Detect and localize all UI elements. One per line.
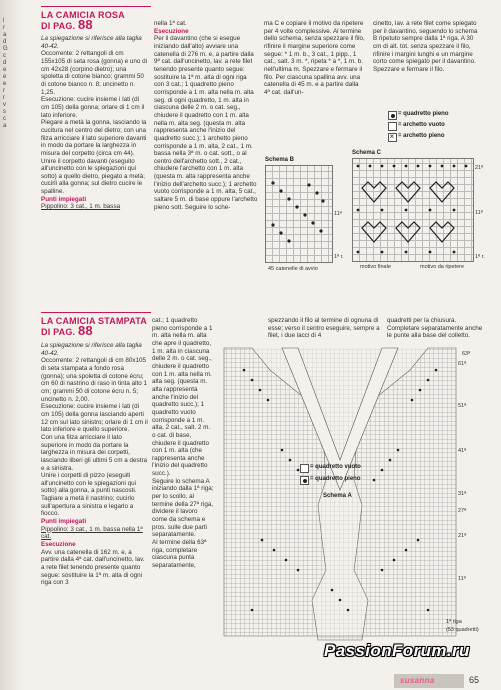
quadretto-vuoto-symbol bbox=[300, 464, 309, 473]
watermark: PassionForum.ru bbox=[324, 641, 470, 660]
section2-col3: spezzando il filo al termine di ognuna di esse; verso il centro eseguire, sempre a filet, i due lacci di 4 bbox=[268, 317, 380, 340]
page-spine bbox=[0, 0, 22, 690]
footer-brand: susanna bbox=[400, 676, 435, 685]
schema-a-legend-pieno: = quadretto pieno bbox=[310, 476, 361, 482]
spine-text: l r a d G c d e e e r r v s c a bbox=[3, 18, 8, 129]
section1-title: LA CAMICIA ROSA DI PAG. 88 bbox=[41, 10, 125, 32]
section2-intro: La spiegazione si riferisce alla taglia 40-42. bbox=[41, 342, 142, 357]
schema-a-row63: 63ª bbox=[462, 351, 471, 357]
section2-col4: quadretti per la chiusura. Completare separatamente anche le punte alla base del colletto. bbox=[387, 317, 483, 340]
section2-col2: cat.; 1 quadretto pieno corrisponde a 1 m. alta nella m. alta che apre il quadretto, 1 m. alta in ciascuna delle 2 m. o cat. seg., chiudere il quadretto con 1 m. alta nella m. alta seg. (questa m. alta rappresenta anche l'inizio del quadretto succ.); 1 quadretto vuoto corrisponde a 1 m. alta, 2 cat., salt. 2 m. o cat. di base, chiudere il quadretto con 1 m. alta (che rappresenta anche l'inizio del quadretto succ.). Seguire lo schema A iniziando dalla 1ª riga; per lo scollo, al termine della 27ª riga, dividere il lavoro come da schema e pros. sulle due parti separatamente. Al termine della 63ª riga, completare ciascuna punta separatamente, bbox=[152, 317, 214, 569]
section1-intro: La spiegazione si riferisce alla taglia 40-42. bbox=[41, 35, 142, 50]
schema-c-row11: 11ª bbox=[475, 210, 483, 216]
quadretto-pieno-symbol bbox=[388, 111, 397, 120]
schema-b-caption: 45 catenelle di avvio bbox=[268, 266, 318, 272]
footer-page-number: 65 bbox=[469, 675, 480, 685]
schema-a-row27: 27ª bbox=[458, 508, 467, 514]
schema-a-row31: 31ª bbox=[458, 491, 467, 497]
section1-col4: cinetto, lav. a rete filet come spiegato per il davantino, seguendo lo schema B ripetuto sempre dalla 1ª riga. A 30 cm di alt. tot. senza spezzare il filo, rifinire i margini lunghi e un margine corto come spiegato per il davantino. Spezzare e fermare il filo. bbox=[373, 20, 478, 73]
schema-c-title: Schema C bbox=[352, 150, 382, 156]
schema-b-row1: 1ª r. bbox=[334, 254, 344, 260]
archetto-vuoto-symbol bbox=[388, 122, 397, 131]
legend1-archetto-pieno: = archetto pieno bbox=[398, 133, 445, 139]
schema-c-motif-label: motivo finale bbox=[360, 264, 391, 270]
section2-col1: La spiegazione si riferisce alla taglia 40-42. Occorrente: 2 rettangoli di cm 80x105 di seta stampata a fondo rosa (gonna); una spoletta di cotone écru; cm 60 di nastrino di raso in tinta alto 1 cm; grammi 50 di cotone écru n. 5; uncinetto n. 2,00. Esecuzione: cucire insieme i lati (di cm 105) della gonna lasciando aperti 12 cm sul lato sinistro; orlare di 1 cm il lato inferiore e quello superiore. Con una filza arricciare il lato superiore in modo da portare la larghezza in misura dei corpetti, lasciando liberi gli ultimi 5 cm a destra e a sinistra. Unire i corpetti di pizzo (eseguiti all'uncinetto con le spiegazioni qui sotto) alla gonna, a punti nascosti. Tagliare a metà il nastrino; cucirlo sull'apertura a sinistra e legarlo a fiocco. Punti impiegati Pippolino: 3 cat., 1 m. bassa nella 1ª cat. Esecuzione Avv. una catenella di 162 m. e, a partire dalla 4ª cat. dall'uncinetto, lav. a rete filet tenendo presente quanto segue: sostituire la 1ª m. alta di ogni riga con 3 bbox=[41, 342, 148, 587]
schema-a-row11: 11ª bbox=[458, 576, 466, 582]
archetto-pieno-symbol bbox=[388, 133, 397, 142]
schema-a-row51: 51ª bbox=[458, 403, 467, 409]
schema-a-row61: 61ª bbox=[458, 361, 467, 367]
schema-b-row11: 11ª bbox=[334, 211, 342, 217]
section1-top-rule bbox=[41, 6, 151, 7]
section1-col1: La spiegazione si riferisce alla taglia 40-42. Occorrente: 2 rettangoli di cm 155x105 di seta rosa (gonna) e uno di cm 42x28 (corpino dietro); una spoletta di cotone bianco; grammi 50 di cotone bianco n. 8; uncinetto n. 1,25. Esecuzione: cucire insieme i lati (di cm 105) della gonna; orlare di 1 cm il lato inferiore. Piegare a metà la gonna, lasciando la cucitura nel centro del dietro; con una filza arricciare il lato superiore davanti in modo da portare la larghezza in misura del corpetto (circa cm 44). Unire il corpetto davanti (eseguito all'uncinetto con le spiegazioni qui sotto) a quello dietro, piegato a metà; cucirli alla gonna; sul dietro cucire le spalline. Punti impiegati Pippolino: 3 cat., 1 m. bassa bbox=[41, 35, 148, 211]
schema-a-row1: 1ª riga bbox=[446, 619, 462, 625]
schema-b-title: Schema B bbox=[265, 157, 295, 163]
section2-top-rule bbox=[41, 312, 151, 313]
schema-c-repeat-label: motivo da ripetere bbox=[420, 264, 465, 270]
schema-a-title: Schema A bbox=[323, 493, 352, 499]
schema-c-row21: 21ª bbox=[475, 165, 484, 171]
legend1-archetto-vuoto: = archetto vuoto bbox=[398, 122, 445, 128]
schema-a-caption: (53 quadretti) bbox=[446, 627, 479, 633]
quadretto-pieno-symbol-a bbox=[300, 476, 309, 485]
schema-a-row21: 21ª bbox=[458, 533, 467, 539]
legend1-pieno: = quadretto pieno bbox=[398, 111, 449, 117]
section1-col2: nella 1ª cat. Esecuzione Per il davantino (che si esegue iniziando dall'alto) avviare una catenella di 276 m. e, a partire dalla 9ª cat. dall'uncinetto, lav. a rete filet tenendo presente quanto segue: sostituire la 1ª m. alta di ogni riga con 3 cat.; 1 quadretto pieno corrisponde a 1 m. alta nella m. alta seg. di ogni quadretto, 1 m. alta in ciascuna delle 2 m. o cat. seg., chiudere il quadretto con 1 m. alta nella m. alta seg. (questa m. alta rappresenta anche l'inizio del quadretto succ.); 1 archetto pieno corrisponde a 1 m. alta, 2 cat., 1 m. bassa nella 3ª m. o cat. sott., o al centro dell'archetto sott., 2 cat., chiudere l'archetto con 1 m. alta (questa m. alta rappresenta anche l'inizio dell'archetto succ.); 1 archetto vuoto corrisponde a 1 m. alta, 5 cat., saltare 5 m. di base oppure l'archetto pieno sott. Seguire lo sche- bbox=[154, 20, 258, 211]
schema-a-row41: 41ª bbox=[458, 448, 467, 454]
section1-col3: ma C e copiare il motivo da ripetere per 4 volte complessive. Al termine dello schema, senza spezzare il filo, rifinire il margine superiore come segue: * 1 m. b., 3 cat., 1 pipp., 1 cat., salt. 3 m. *, ripeta * a *, 1 m. b. nell'ultima m. Spezzare e fermare il filo. Per ciascuna spallina avv. una catenella di 45 m. e a partire dalla 4ª cat. dall'un- bbox=[264, 20, 365, 96]
schema-c-pattern bbox=[352, 158, 472, 260]
schema-a-legend-vuoto: = quadretto vuoto bbox=[310, 464, 361, 470]
section2-title: LA CAMICIA STAMPATA DI PAG. 88 bbox=[41, 316, 147, 338]
schema-c-row1: 1ª r. bbox=[475, 254, 485, 260]
schema-b-pattern bbox=[265, 165, 331, 261]
